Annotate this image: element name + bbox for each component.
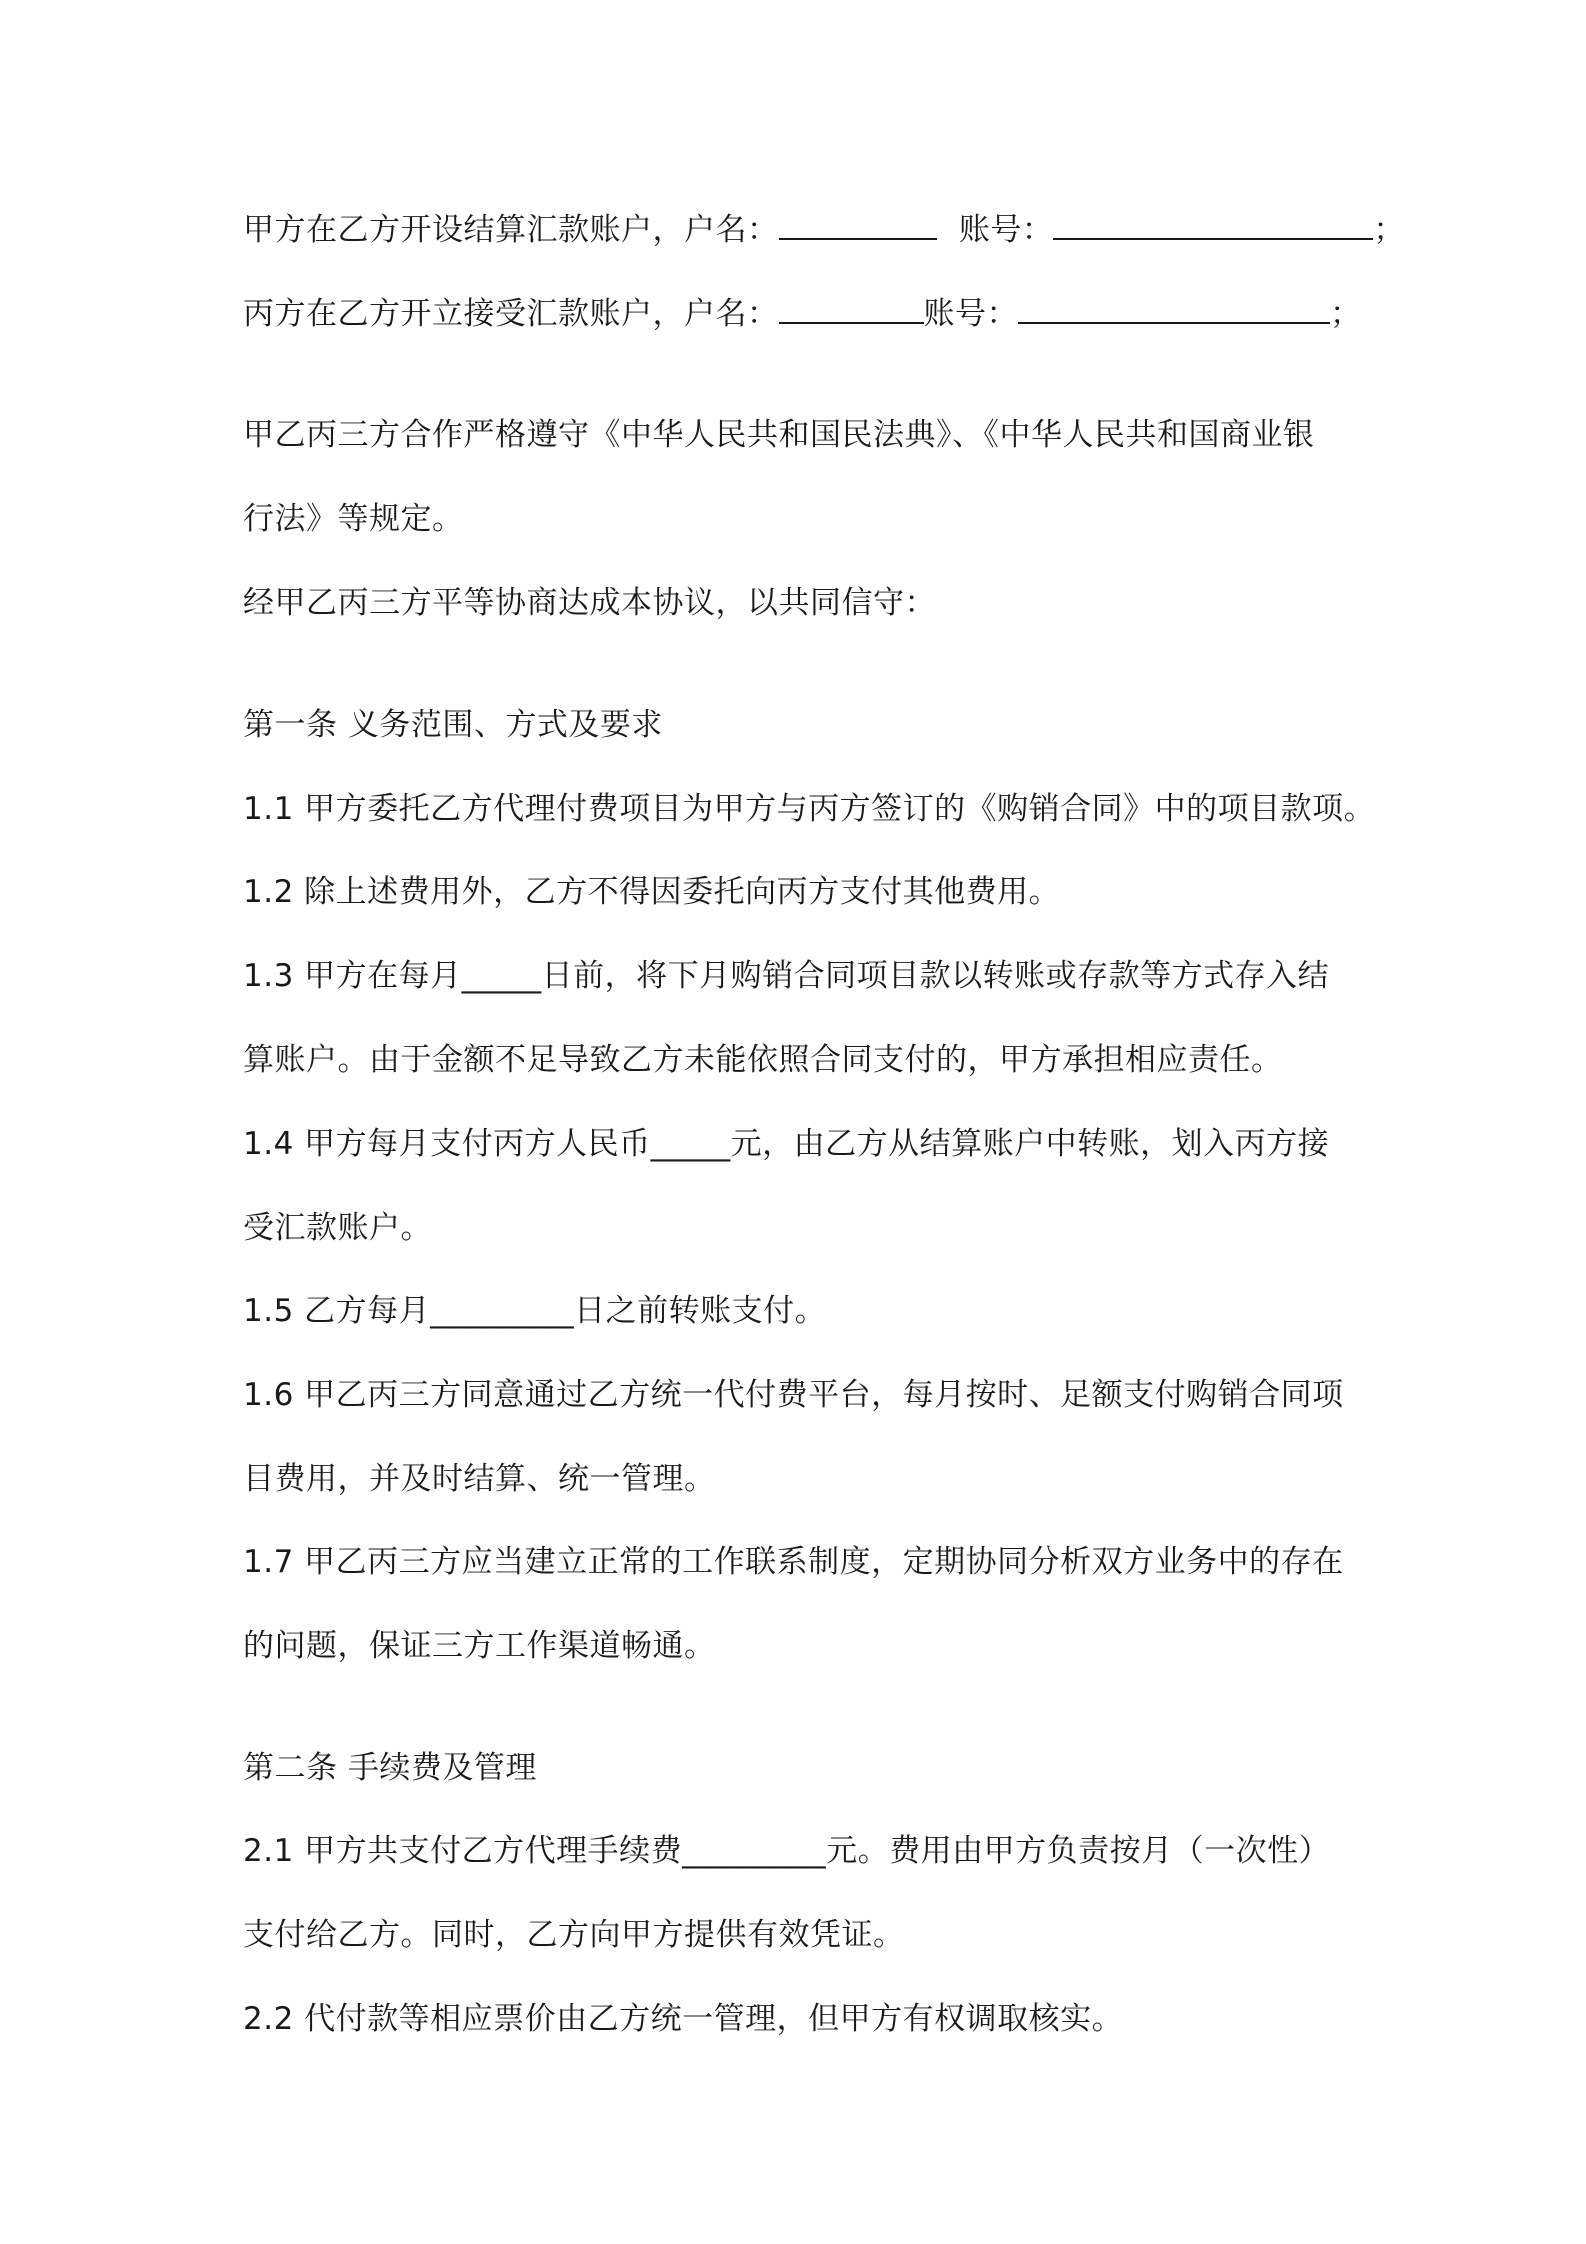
clause-1-4-line-1: 1.4 甲方每月支付丙方人民币_____元，由乙方从结算账户中转账，划入丙方接 [243, 1126, 1330, 1162]
article-2-title: 第二条 手续费及管理 [243, 1750, 537, 1786]
clause-1-6-line-2: 目费用，并及时结算、统一管理。 [243, 1461, 716, 1497]
clause-1-2: 1.2 除上述费用外，乙方不得因委托向丙方支付其他费用。 [243, 874, 1061, 910]
account-c-suffix: ； [1330, 296, 1362, 332]
account-c-line [243, 294, 1363, 334]
account-a-account-label: 账号： [958, 212, 1054, 248]
clause-1-3-line-1: 1.3 甲方在每月_____日前，将下月购销合同项目款以转账或存款等方式存入结 [243, 958, 1330, 994]
account-a-number-blank [1053, 210, 1373, 240]
clause-2-1-line-1: 2.1 甲方共支付乙方代理手续费_________元。费用由甲方负责按月（一次性） [243, 1833, 1331, 1869]
account-c-name-blank [779, 294, 924, 324]
account-a-suffix: ； [1373, 212, 1405, 248]
agreement-intro: 经甲乙丙三方平等协商达成本协议，以共同信守： [243, 585, 936, 621]
clause-1-7-line-1: 1.7 甲乙丙三方应当建立正常的工作联系制度，定期协同分析双方业务中的存在 [243, 1544, 1344, 1580]
account-c-prefix: 丙方在乙方开立接受汇款账户，户名： [243, 296, 779, 332]
account-c-account-label: 账号： [923, 296, 1018, 332]
clause-1-6-line-1: 1.6 甲乙丙三方同意通过乙方统一代付费平台，每月按时、足额支付购销合同项 [243, 1377, 1344, 1413]
clause-2-2: 2.2 代付款等相应票价由乙方统一管理，但甲方有权调取核实。 [243, 2001, 1124, 2037]
clause-2-1-line-2: 支付给乙方。同时，乙方向甲方提供有效凭证。 [243, 1917, 905, 1953]
clause-1-5: 1.5 乙方每月_________日之前转账支付。 [243, 1293, 827, 1329]
clause-1-1: 1.1 甲方委托乙方代理付费项目为甲方与丙方签订的《购销合同》中的项目款项。 [243, 791, 1376, 827]
clause-1-4-line-2: 受汇款账户。 [243, 1210, 432, 1246]
clause-1-7-line-2: 的问题，保证三方工作渠道畅通。 [243, 1628, 716, 1664]
article-1-title: 第一条 义务范围、方式及要求 [243, 707, 663, 743]
account-a-line [243, 210, 1405, 250]
account-a-prefix: 甲方在乙方开设结算汇款账户，户名： [243, 212, 779, 248]
laws-line-1: 甲乙丙三方合作严格遵守《中华人民共和国民法典》、《中华人民共和国商业银 [243, 417, 1315, 453]
laws-line-2: 行法》等规定。 [243, 501, 464, 537]
account-c-number-blank [1018, 294, 1330, 324]
clause-1-3-line-2: 算账户。由于金额不足导致乙方未能依照合同支付的，甲方承担相应责任。 [243, 1042, 1283, 1078]
account-a-name-blank [779, 210, 937, 240]
